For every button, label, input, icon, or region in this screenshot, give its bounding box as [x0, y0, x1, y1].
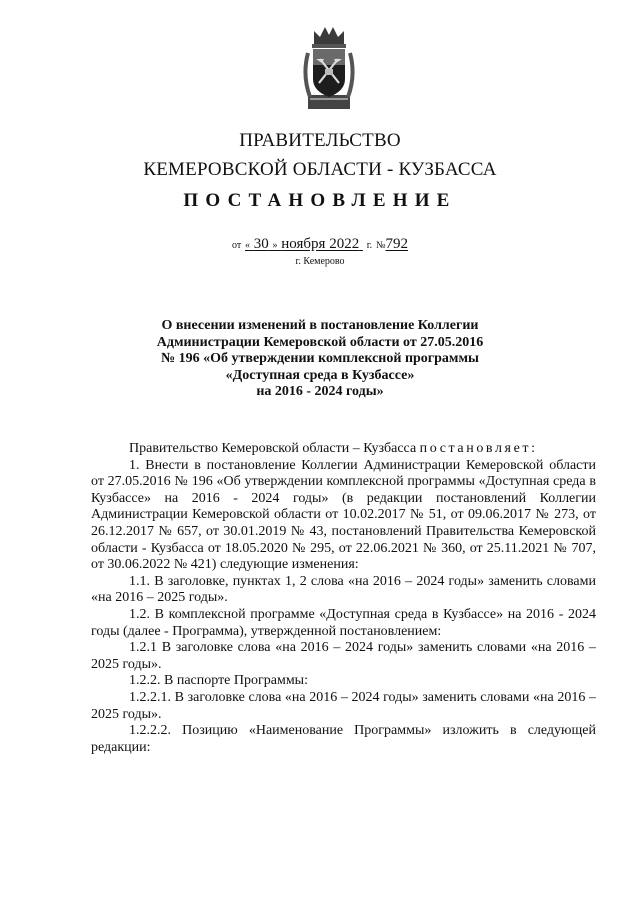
body-paragraph: 1.2.2.1. В заголовке слова «на 2016 – 2024 годы» заменить словами «на 2016 – 2025 годы».: [91, 689, 596, 722]
number-sign: №: [375, 240, 386, 251]
preamble-text: Правительство Кемеровской области – Кузбасса: [129, 441, 417, 456]
date-prefix: от: [232, 240, 242, 251]
decree-title: [120, 318, 520, 401]
date-day: 30: [253, 236, 269, 252]
date-quote-close: »: [272, 240, 278, 251]
kemerovo-region-coat-of-arms-icon: [300, 25, 358, 113]
government-name-line1: ПРАВИТЕЛЬСТВО: [239, 130, 401, 151]
title-line: № 196 «Об утверждении комплексной программы: [161, 351, 479, 366]
title-line: «Доступная среда в Кузбассе»: [225, 367, 415, 383]
title-line: Администрации Кемеровской области от 27.05.2016: [156, 334, 484, 350]
body-paragraph: 1. Внести в постановление Коллегии Администрации Кемеровской области от 27.05.2016 № 196 «Об утверждении комплексной программы «Доступная среда в Кузбассе» на 2016 - 2024 годы» (в редакции постановлений Коллегии Администрации Кемеровской области от 10.02.2017 № 51, от 09.06.2017 № 273, от 26.12.2017 № 657, от 30.01.2019 № 43, постановлений Правительства Кемеровской области - Кузбасса от 18.05.2020 № 295, от 22.06.2021 № 360, от 25.11.2021 № 707, от 30.06.2022 № 421) следующие изменения:: [91, 457, 596, 573]
date-value: [245, 236, 363, 252]
document-type-heading: ПОСТАНОВЛЕНИЕ: [183, 190, 457, 211]
government-name-line2: КЕМЕРОВСКОЙ ОБЛАСТИ - КУЗБАССА: [143, 159, 497, 180]
body-paragraph: 1.2. В комплексной программе «Доступная среда в Кузбассе» на 2016 - 2024 годы (далее - Программа), утвержденной постановлением:: [91, 606, 596, 639]
date-quote-open: «: [245, 240, 251, 251]
body-paragraph: 1.2.2.2. Позицию «Наименование Программы» изложить в следующей редакции:: [91, 723, 596, 755]
date-year-suffix: г.: [366, 240, 373, 251]
body-paragraph: 1.1. В заголовке, пунктах 1, 2 слова «на 2016 – 2024 годы» заменить словами «на 2016 – 2025 годы».: [91, 573, 596, 606]
decree-dateline: [0, 237, 640, 252]
title-line: О внесении изменений в постановление Коллегии: [161, 318, 479, 333]
decree-body: [91, 441, 596, 756]
body-paragraph: 1.2.1 В заголовке слова «на 2016 – 2024 годы» заменить словами «на 2016 – 2025 годы».: [91, 640, 596, 672]
decree-number: 792: [385, 236, 408, 252]
body-paragraph: 1.2.2. В паспорте Программы:: [129, 673, 308, 689]
title-line: на 2016 - 2024 годы»: [256, 384, 384, 399]
preamble: [91, 441, 596, 458]
preamble-decrees: постановляет:: [419, 441, 538, 456]
date-month-year: ноября 2022: [281, 236, 360, 252]
issue-city: г. Кемерово: [295, 256, 345, 267]
